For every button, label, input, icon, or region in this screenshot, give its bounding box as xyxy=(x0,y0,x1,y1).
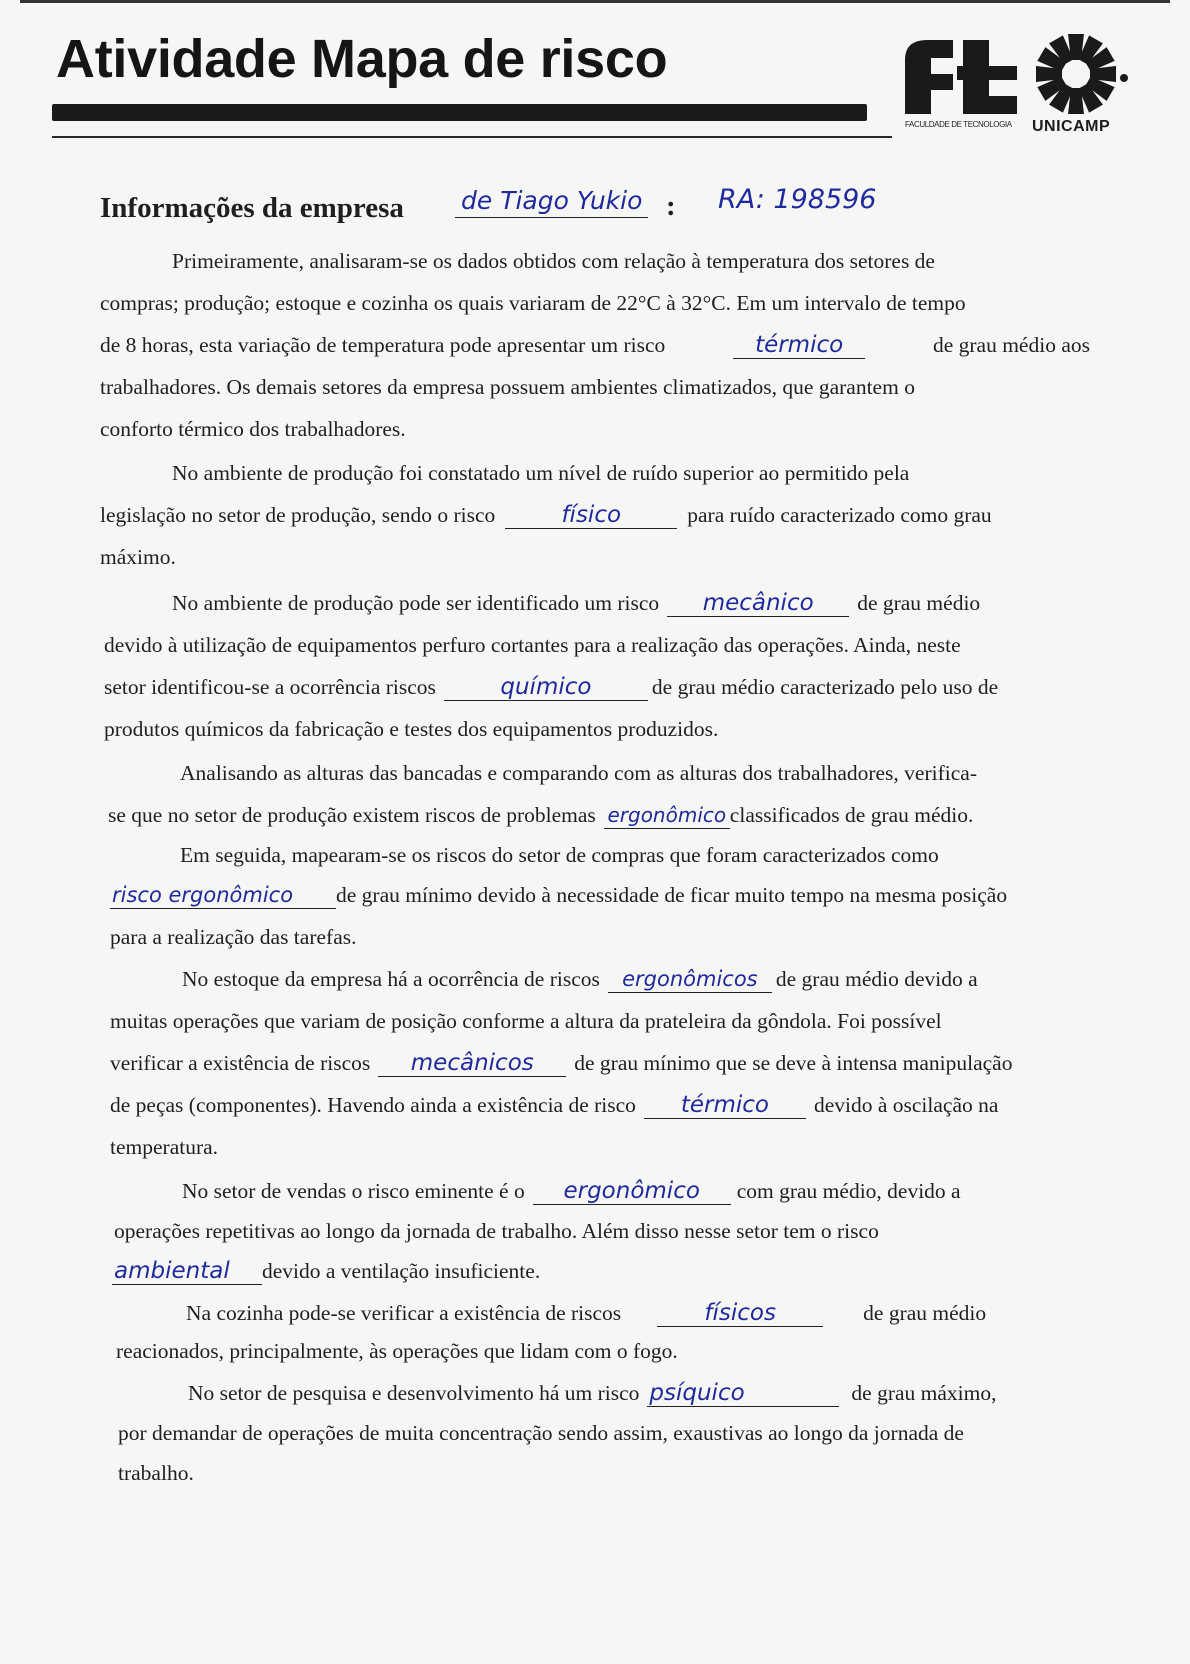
handwritten-answer: mecânicos xyxy=(410,1050,534,1076)
text-fragment: de grau médio xyxy=(863,1301,987,1325)
answer-blank xyxy=(733,332,865,359)
text-line: reacionados, principalmente, às operações que lidam com o fogo. xyxy=(116,1339,678,1363)
text-fragment: verificar a existência de riscos xyxy=(110,1051,371,1075)
text-fragment: de grau mínimo que se deve à intensa manipulação xyxy=(574,1051,1013,1075)
text-line: operações repetitivas ao longo da jornada de trabalho. Além disso nesse setor tem o risco xyxy=(114,1219,879,1243)
answer-blank xyxy=(505,502,677,529)
text-line xyxy=(110,1048,1012,1078)
text-fragment: de grau médio xyxy=(857,591,981,615)
text-fragment: de grau médio devido a xyxy=(775,967,978,991)
text-line xyxy=(188,1378,997,1408)
text-line xyxy=(108,800,973,830)
text-line: devido à utilização de equipamentos perfuro cortantes para a realização das operações. Ainda, neste xyxy=(104,633,961,657)
text-line xyxy=(112,1256,540,1286)
answer-blank xyxy=(608,966,772,993)
handwritten-answer: ergonômico xyxy=(563,1178,700,1204)
text-fragment: No setor de vendas o risco eminente é o xyxy=(182,1179,525,1203)
text-line xyxy=(182,964,978,994)
text-line: temperatura. xyxy=(110,1135,219,1159)
handwritten-answer: ergonômicos xyxy=(622,967,758,991)
section-heading: Informações da empresa xyxy=(100,192,404,224)
text-line: Em seguida, mapearam-se os riscos do setor de compras que foram caracterizados como xyxy=(180,843,939,867)
answer-blank xyxy=(604,802,730,829)
text-line: para a realização das tarefas. xyxy=(110,925,357,949)
handwritten-answer: térmico xyxy=(755,332,844,358)
text-fragment: de grau médio aos xyxy=(932,333,1090,357)
text-fragment: se que no setor de produção existem riscos de problemas xyxy=(108,803,596,827)
text-line: trabalho. xyxy=(118,1461,194,1485)
text-line: compras; produção; estoque e cozinha os quais variaram de 22°C à 32°C. Em um intervalo de tempo xyxy=(100,291,966,315)
page-title: Atividade Mapa de risco xyxy=(56,29,668,89)
text-fragment: de 8 horas, esta variação de temperatura pode apresentar um risco xyxy=(100,333,666,357)
text-line: trabalhadores. Os demais setores da empresa possuem ambientes climatizados, que garantem o xyxy=(100,375,915,399)
text-line xyxy=(104,672,998,702)
text-fragment: legislação no setor de produção, sendo o risco xyxy=(100,503,496,527)
answer-blank xyxy=(112,1258,262,1285)
handwritten-answer: mecânico xyxy=(702,590,814,616)
text-line xyxy=(100,500,992,530)
text-fragment: No ambiente de produção pode ser identificado um risco xyxy=(172,591,660,615)
text-fragment: devido à oscilação na xyxy=(813,1093,999,1117)
title-underline-thin xyxy=(52,136,892,138)
text-fragment: classificados de grau médio. xyxy=(729,803,974,827)
text-fragment: com grau médio, devido a xyxy=(736,1179,961,1203)
ft-logo-caption: FACULDADE DE TECNOLOGIA xyxy=(905,120,1012,129)
text-fragment: setor identificou-se a ocorrência riscos xyxy=(104,675,436,699)
answer-blank xyxy=(647,1380,839,1407)
text-line: muitas operações que variam de posição conforme a altura da prateleira da gôndola. Foi possível xyxy=(110,1009,942,1033)
text-fragment: de peças (componentes). Havendo ainda a existência de risco xyxy=(110,1093,636,1117)
text-line xyxy=(182,1176,961,1206)
text-line: máximo. xyxy=(100,545,176,569)
unicamp-logo-icon xyxy=(1026,30,1130,118)
ft-logo-icon xyxy=(905,38,1020,116)
text-fragment: de grau médio caracterizado pelo uso de xyxy=(651,675,999,699)
text-fragment: No setor de pesquisa e desenvolvimento há um risco xyxy=(188,1381,640,1405)
title-underline-thick xyxy=(52,104,867,121)
text-line: Primeiramente, analisaram-se os dados obtidos com relação à temperatura dos setores de xyxy=(172,249,935,273)
student-ra-handwritten: RA: 198596 xyxy=(718,184,877,215)
handwritten-answer: ergonômico xyxy=(607,803,727,827)
text-line xyxy=(186,1298,986,1328)
text-line: por demandar de operações de muita concentração sendo assim, exaustivas ao longo da jornada de xyxy=(118,1421,964,1445)
unicamp-logo-caption: UNICAMP xyxy=(1032,118,1111,135)
text-line xyxy=(110,1090,998,1120)
handwritten-answer: ambiental xyxy=(114,1258,230,1284)
answer-blank xyxy=(110,882,336,909)
answer-blank xyxy=(667,590,849,617)
text-fragment: devido a ventilação insuficiente. xyxy=(262,1259,541,1283)
text-line: conforto térmico dos trabalhadores. xyxy=(100,417,406,441)
handwritten-answer: químico xyxy=(500,674,592,700)
text-fragment: para ruído caracterizado como grau xyxy=(687,503,992,527)
top-edge-rule xyxy=(20,0,1170,3)
text-line xyxy=(110,880,1007,910)
handwritten-answer: térmico xyxy=(680,1092,769,1118)
student-name-handwritten: de Tiago Yukio xyxy=(455,186,648,218)
text-fragment: de grau mínimo devido à necessidade de ficar muito tempo na mesma posição xyxy=(336,883,1008,907)
handwritten-answer: risco ergonômico xyxy=(112,883,294,907)
handwritten-answer: físico xyxy=(561,502,622,528)
answer-blank xyxy=(644,1092,806,1119)
handwritten-answer: físicos xyxy=(704,1300,776,1326)
answer-blank xyxy=(378,1050,566,1077)
heading-colon: : xyxy=(666,190,676,222)
handwritten-answer: psíquico xyxy=(649,1380,745,1406)
answer-blank xyxy=(444,674,648,701)
answer-blank xyxy=(657,1300,823,1327)
text-line xyxy=(172,588,980,618)
text-line: Analisando as alturas das bancadas e comparando com as alturas dos trabalhadores, verifica- xyxy=(180,761,977,785)
text-line xyxy=(100,330,1090,360)
answer-blank xyxy=(533,1178,731,1205)
text-line: produtos químicos da fabricação e testes dos equipamentos produzidos. xyxy=(104,717,719,741)
text-line: No ambiente de produção foi constatado um nível de ruído superior ao permitido pela xyxy=(172,461,910,485)
text-fragment: Na cozinha pode-se verificar a existência de riscos xyxy=(186,1301,622,1325)
text-fragment: No estoque da empresa há a ocorrência de riscos xyxy=(182,967,600,991)
text-fragment: de grau máximo, xyxy=(851,1381,997,1405)
